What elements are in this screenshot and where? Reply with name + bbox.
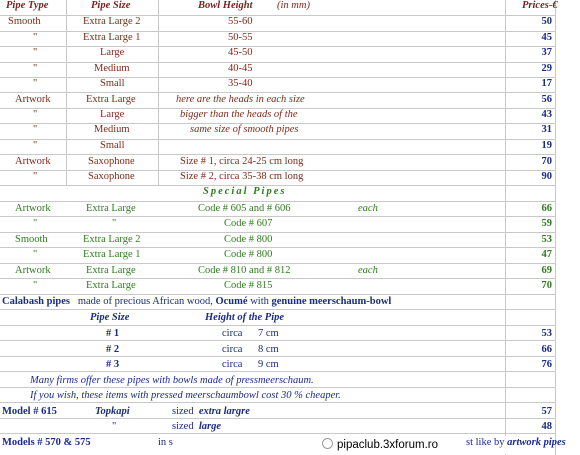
row-type: " (33, 63, 38, 74)
row-type: " (33, 249, 38, 260)
calabash-circa: circa (222, 344, 243, 355)
row-code: Code # 800 (224, 249, 273, 260)
calabash-mid: made of precious African wood, (77, 296, 213, 307)
row-type: Artwork (15, 265, 51, 276)
models-570-tail-em: artwork pipes (507, 437, 566, 448)
row-type: " (33, 47, 38, 58)
calabash-circa: circa (222, 359, 243, 370)
grid-line (0, 418, 556, 419)
row-type: " (33, 140, 38, 151)
calabash-with: with (250, 296, 269, 307)
row-size: Saxophone (88, 156, 135, 167)
model-615-sized (172, 421, 221, 432)
grid-vline (66, 0, 67, 186)
grid-line (0, 46, 556, 47)
grid-vline (158, 0, 159, 186)
grid-line (0, 356, 556, 357)
calabash-size: # 3 (106, 359, 120, 370)
row-price: 48 (541, 421, 552, 432)
row-price: 59 (541, 218, 552, 229)
calabash-cm: 7 cm (258, 328, 279, 339)
row-type: " (33, 218, 38, 229)
row-size: Extra Large 1 (83, 249, 141, 260)
row-price: 29 (541, 63, 552, 74)
grid-line (0, 402, 556, 403)
grid-line (0, 340, 556, 341)
row-price: 31 (541, 124, 552, 135)
calabash-line (2, 296, 391, 307)
row-note: same size of smooth pipes (190, 124, 299, 135)
grid-line (0, 263, 556, 264)
grid-line (0, 216, 556, 217)
model-615-sized (172, 406, 250, 417)
sized-word: sized (172, 406, 194, 417)
row-size: Small (100, 140, 125, 151)
grid-line (0, 92, 556, 93)
size-value: large (198, 421, 221, 432)
grid-line (0, 77, 556, 78)
row-type: Smooth (15, 234, 48, 245)
row-price: 37 (541, 47, 552, 58)
header-prices: Prices-€ (522, 0, 558, 11)
grid-line (0, 139, 556, 140)
row-size: Extra Large (86, 203, 136, 214)
row-height: 45-50 (228, 47, 253, 58)
row-size: Extra Large 1 (83, 32, 141, 43)
row-code: Code # 605 and # 606 (198, 203, 291, 214)
row-type: Artwork (15, 156, 51, 167)
row-height: 40-45 (228, 63, 253, 74)
header-pipe-size: Pipe Size (91, 0, 131, 11)
row-note: here are the heads in each size (176, 94, 305, 105)
row-size: Large (100, 47, 125, 58)
row-type: Artwork (15, 94, 51, 105)
sized-word: sized (172, 421, 194, 432)
row-code: Code # 800 (224, 234, 273, 245)
calabash-lead: Calabash pipes (2, 296, 70, 307)
model-615-ditto: " (112, 421, 117, 432)
row-height: 50-55 (228, 32, 253, 43)
grid-line (0, 371, 556, 372)
watermark-text: pipaclub.3xforum.ro (337, 439, 438, 451)
header-pipe-type: Pipe Type (6, 0, 49, 11)
row-type: Smooth (8, 16, 41, 27)
calabash-size: # 1 (106, 328, 120, 339)
row-type: " (33, 78, 38, 89)
row-size: " (112, 218, 117, 229)
models-570-tail-line (466, 437, 566, 448)
calabash-ocume: Ocumé (215, 296, 248, 307)
row-price: 17 (541, 78, 552, 89)
grid-line (0, 325, 556, 326)
watermark-dot-icon (322, 438, 333, 449)
row-price: 90 (541, 171, 552, 182)
row-size: Extra Large 2 (83, 16, 141, 27)
row-price: 66 (541, 203, 552, 214)
row-size: Medium (94, 63, 130, 74)
row-size: Large (100, 109, 125, 120)
size-value: extra largre (198, 406, 250, 417)
calabash-circa: circa (222, 328, 243, 339)
row-type: " (33, 32, 38, 43)
row-size: Medium (94, 124, 130, 135)
grid-line (0, 62, 556, 63)
row-price: 69 (541, 265, 552, 276)
calabash-size-header: Pipe Size (90, 312, 130, 323)
row-price: 70 (541, 280, 552, 291)
row-size: Extra Large (86, 265, 136, 276)
row-price: 50 (541, 16, 552, 27)
row-height: 35-40 (228, 78, 253, 89)
row-size: Extra Large (86, 94, 136, 105)
row-type: " (33, 280, 38, 291)
row-price: 53 (541, 328, 552, 339)
row-type: " (33, 171, 38, 182)
calabash-note-2: If you wish, these items with pressed meerschaumbowl cost 30 % cheaper. (30, 390, 341, 401)
grid-line (0, 154, 556, 155)
calabash-note-1: Many firms offer these pipes with bowls made of pressmeerschaum. (30, 375, 314, 386)
grid-line (0, 232, 556, 233)
model-615-label: Model # 615 (2, 406, 57, 417)
row-note: Size # 2, circa 35-38 cm long (180, 171, 304, 182)
grid-line (0, 309, 556, 310)
row-size: Saxophone (88, 171, 135, 182)
grid-line (0, 201, 556, 202)
row-price: 47 (541, 249, 552, 260)
row-each: each (358, 203, 378, 214)
header-bowl-unit: (in mm) (277, 0, 310, 11)
row-code: Code # 810 and # 812 (198, 265, 291, 276)
row-height: 55-60 (228, 16, 253, 27)
row-code: Code # 815 (224, 280, 273, 291)
calabash-cm: 9 cm (258, 359, 279, 370)
grid-line (0, 247, 556, 248)
row-price: 43 (541, 109, 552, 120)
row-size: Small (100, 78, 125, 89)
row-price: 70 (541, 156, 552, 167)
row-note: Size # 1, circa 24-25 cm long (180, 156, 304, 167)
row-price: 19 (541, 140, 552, 151)
row-price: 57 (541, 406, 552, 417)
row-each: each (358, 265, 378, 276)
models-570-tail-lead: st like by (466, 437, 505, 448)
row-price: 66 (541, 344, 552, 355)
grid-line (0, 433, 556, 434)
models-570-in: in s (158, 437, 173, 448)
row-price: 76 (541, 359, 552, 370)
row-type: " (33, 109, 38, 120)
calabash-tail: genuine meerschaum-bowl (271, 296, 392, 307)
row-type: " (33, 124, 38, 135)
grid-line (0, 294, 556, 295)
row-note: bigger than the heads of the (180, 109, 298, 120)
row-price: 45 (541, 32, 552, 43)
row-type: Artwork (15, 203, 51, 214)
row-price: 53 (541, 234, 552, 245)
header-bowl-height: Bowl Height (198, 0, 253, 11)
row-size: Extra Large 2 (83, 234, 141, 245)
row-size: Extra Large (86, 280, 136, 291)
grid-line (0, 278, 556, 279)
models-570-label: Models # 570 & 575 (2, 437, 91, 448)
row-price: 56 (541, 94, 552, 105)
model-615-name: Topkapi (95, 406, 130, 417)
calabash-size: # 2 (106, 344, 120, 355)
special-title: Special Pipes (203, 186, 287, 197)
row-code: Code # 607 (224, 218, 273, 229)
grid-line (0, 387, 556, 388)
calabash-height-header: Height of the Pipe (205, 312, 285, 323)
calabash-cm: 8 cm (258, 344, 279, 355)
